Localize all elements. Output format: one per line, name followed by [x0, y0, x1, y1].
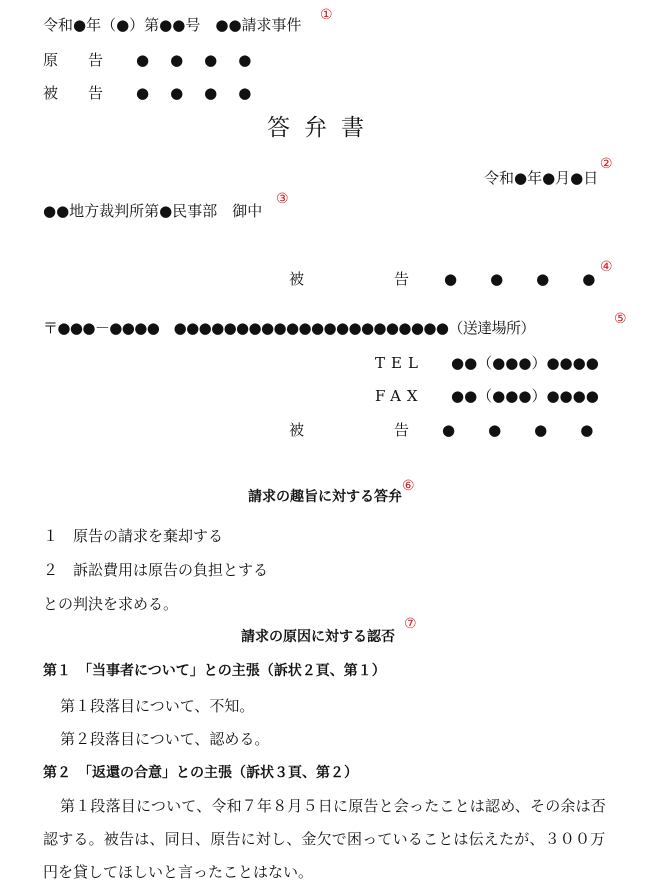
sender-name: ● ● ● ● — [444, 270, 605, 288]
sender-label: 被 告 — [289, 270, 416, 288]
section-1-line-1: 第１段落目について、不知。 — [60, 697, 255, 715]
defendant-name: ● ● ● ● — [136, 84, 255, 102]
section-1-line-2: 第２段落目について、認める。 — [60, 730, 270, 748]
marker-7: ⑦ — [404, 616, 417, 632]
tel-label: TEL — [375, 354, 424, 372]
marker-4: ④ — [600, 259, 613, 275]
section-2-line-1: 第１段落目について、令和７年８月５日に原告と会ったことは認め、その余は否 — [60, 797, 607, 815]
document-title: 答弁書 — [267, 115, 378, 141]
claim-item-1: １ 原告の請求を棄却する — [43, 527, 224, 545]
claim-item-2: ２ 訴訟費用は原告の負担とする — [43, 561, 269, 579]
defendant-label: 被 告 — [43, 84, 104, 102]
claim-conclusion: との判決を求める。 — [43, 595, 179, 613]
marker-3: ③ — [276, 191, 289, 207]
section-2-line-2: 認する。被告は、同日、原告に対し、金欠で困っていることは伝えたが、３００万 — [43, 830, 606, 848]
fax-label: FAX — [375, 387, 424, 405]
marker-1: ① — [320, 7, 333, 23]
signer-label: 被 告 — [289, 421, 416, 439]
signer-name: ● ● ● ● — [442, 421, 603, 439]
plaintiff-label: 原 告 — [43, 51, 104, 69]
court-addressee: ●●地方裁判所第●民事部 御中 — [43, 202, 263, 220]
plaintiff-name: ● ● ● ● — [136, 51, 255, 69]
case-number: 令和●年（●）第●●号 ●●請求事件 — [43, 16, 302, 34]
fax-number: ●●（●●●）●●●● — [451, 387, 599, 405]
section-2-heading: 第２ 「返還の合意」との主張（訴状３頁、第２） — [43, 765, 358, 781]
document-date: 令和●年●月●日 — [484, 169, 599, 187]
section-1-heading: 第１ 「当事者について」との主張（訴状２頁、第１） — [43, 663, 386, 679]
section-2-line-3: 円を貸してほしいと言ったことはない。 — [43, 863, 314, 881]
marker-2: ② — [600, 156, 613, 172]
claim-response-heading: 請求の趣旨に対する答弁 — [248, 489, 402, 505]
sender-address: 〒●●●－●●●● ●●●●●●●●●●●●●●●●●●●●●●（送達場所） — [43, 319, 535, 337]
marker-6: ⑥ — [402, 478, 415, 494]
marker-5: ⑤ — [614, 311, 627, 327]
cause-response-heading: 請求の原因に対する認否 — [241, 629, 395, 645]
tel-number: ●●（●●●）●●●● — [451, 354, 599, 372]
